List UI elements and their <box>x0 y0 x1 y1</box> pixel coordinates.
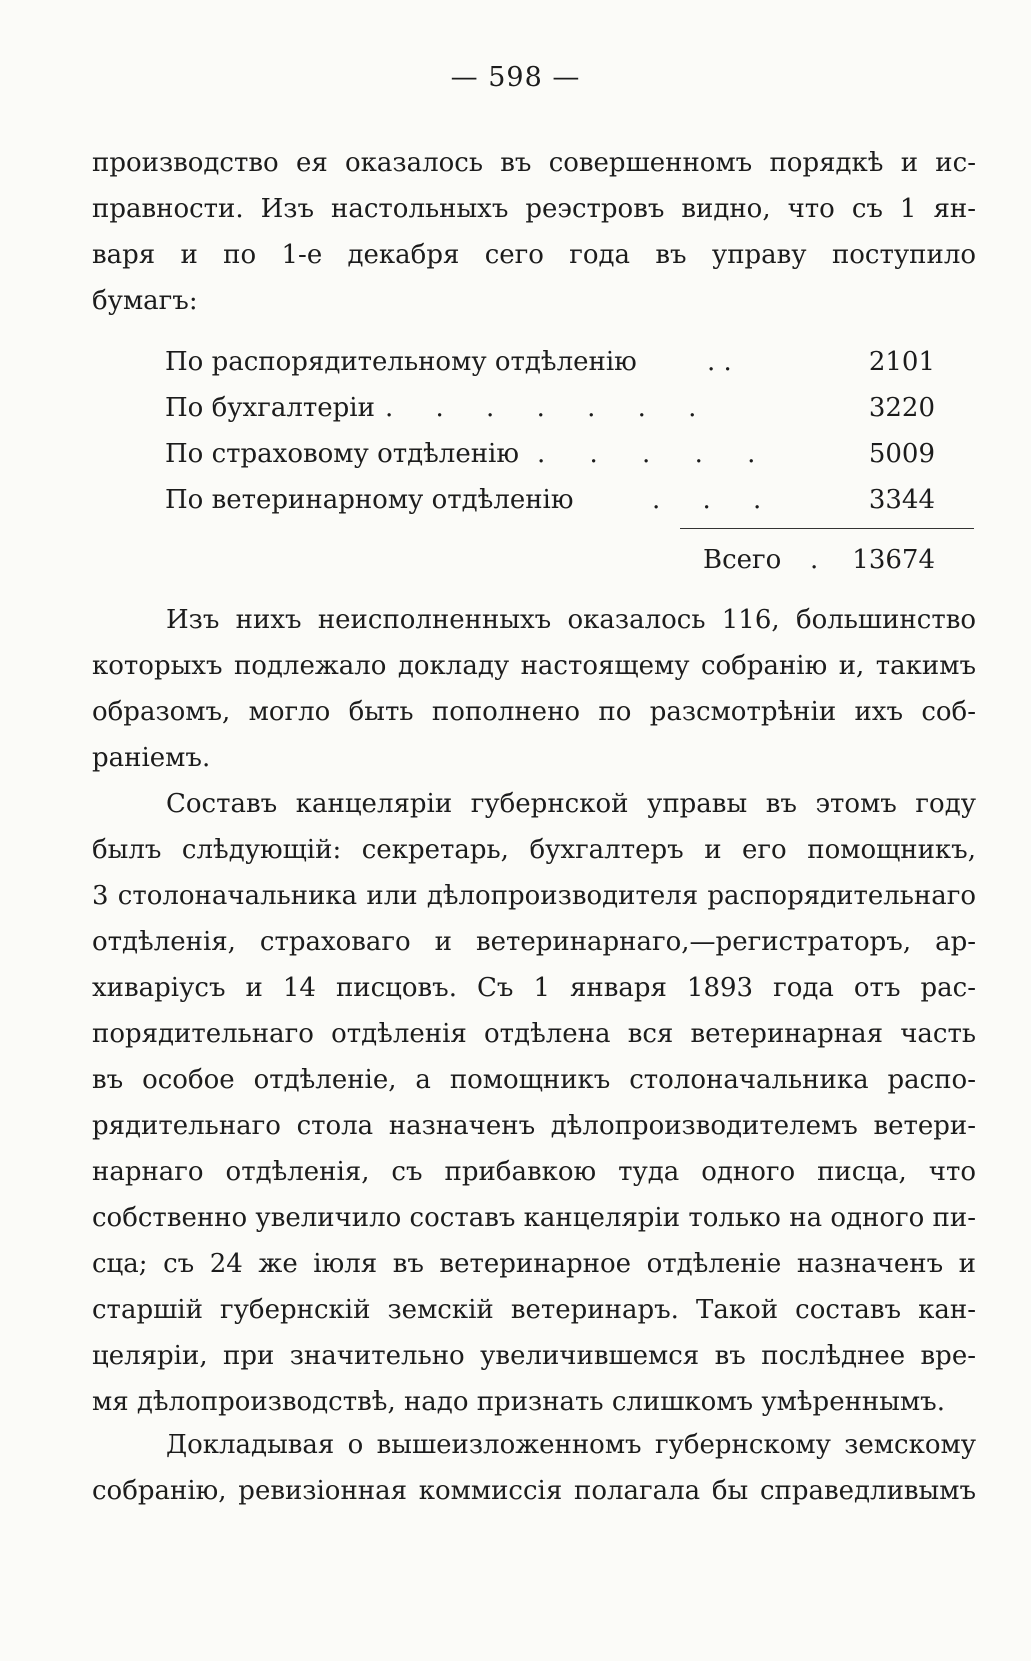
row-label: По ветеринарному отдѣленію <box>165 485 574 515</box>
row-label: По бухгалтеріи <box>165 393 375 423</box>
text-line: производство ея оказалось въ совершенномъ порядкѣ и ис- <box>92 148 976 178</box>
text-line: нарнаго отдѣленія, съ прибавкою туда одного писца, что <box>92 1157 976 1187</box>
text-line: образомъ, могло быть пополнено по разсмотрѣніи ихъ соб- <box>92 697 976 727</box>
text-line: Изъ нихъ неисполненныхъ оказалось 116, большинство <box>166 605 976 635</box>
row-label: По распорядительному отдѣленію <box>165 347 637 377</box>
row-value: 2101 <box>868 347 935 377</box>
row-leader-dots: . . . . . <box>537 439 756 469</box>
text-line: отдѣленія, страховаго и ветеринарнаго,—регистраторъ, ар- <box>92 927 976 957</box>
text-line: рядительнаго стола назначенъ дѣлопроизводителемъ ветери- <box>92 1111 976 1141</box>
row-leader-dots: . . <box>707 347 732 377</box>
text-line: Составъ канцеляріи губернской управы въ этомъ году <box>166 789 976 819</box>
text-line: варя и по 1-е декабря сего года въ управу поступило <box>92 240 976 270</box>
text-line: былъ слѣдующій: секретарь, бухгалтеръ и его помощникъ, <box>92 835 976 865</box>
text-line: порядительнаго отдѣленія отдѣлена вся ветеринарная часть <box>92 1019 976 1049</box>
total-label: Всего <box>703 545 782 575</box>
text-line: раніемъ. <box>92 743 211 773</box>
text-line: целяріи, при значительно увеличившемся въ послѣднее вре- <box>92 1341 976 1371</box>
paragraph-intro <box>92 140 976 324</box>
table-row <box>165 339 935 385</box>
table-row <box>165 431 935 477</box>
paragraph-staff <box>92 781 976 1425</box>
text-line: въ особое отдѣленіе, а помощникъ столоначальника распо- <box>92 1065 976 1095</box>
text-line: правности. Изъ настольныхъ реэстровъ видно, что съ 1 ян- <box>92 194 976 224</box>
text-line: которыхъ подлежало докладу настоящему собранію и, такимъ <box>92 651 976 681</box>
paragraph-unfulfilled <box>92 597 976 781</box>
text-line: Докладывая о вышеизложенномъ губернскому земскому <box>166 1430 976 1460</box>
row-leader-dots: . . . . . . . <box>385 393 697 423</box>
text-line: собранію, ревизіонная коммиссія полагала бы справедливымъ <box>92 1476 976 1506</box>
row-value: 3220 <box>868 393 935 423</box>
text-line: собственно увеличило составъ канцеляріи только на одного пи- <box>92 1203 976 1233</box>
text-line: старшій губернскій земскій ветеринаръ. Такой составъ кан- <box>92 1295 976 1325</box>
total-row <box>680 537 935 583</box>
row-value: 3344 <box>868 485 935 515</box>
page-number: — 598 — <box>450 62 581 93</box>
text-line: мя дѣлопроизводствѣ, надо признать слишкомъ умѣреннымъ. <box>92 1387 945 1417</box>
paragraph-report <box>92 1422 976 1514</box>
total-value: 13674 <box>852 545 935 575</box>
row-value: 5009 <box>868 439 935 469</box>
row-label: По страховому отдѣленію <box>165 439 519 469</box>
sum-rule <box>680 528 974 529</box>
row-leader-dots: . . . <box>652 485 762 515</box>
table-row <box>165 477 935 523</box>
total-leader-dot: . <box>810 545 819 575</box>
text-line: сца; съ 24 же іюля въ ветеринарное отдѣленіе назначенъ и <box>92 1249 976 1279</box>
text-line: хиваріусъ и 14 писцовъ. Съ 1 января 1893 года отъ рас- <box>92 973 976 1003</box>
text-line: 3 столоначальника или дѣлопроизводителя распорядительнаго <box>92 881 976 911</box>
table-row <box>165 385 935 431</box>
text-line: бумагъ: <box>92 286 198 316</box>
